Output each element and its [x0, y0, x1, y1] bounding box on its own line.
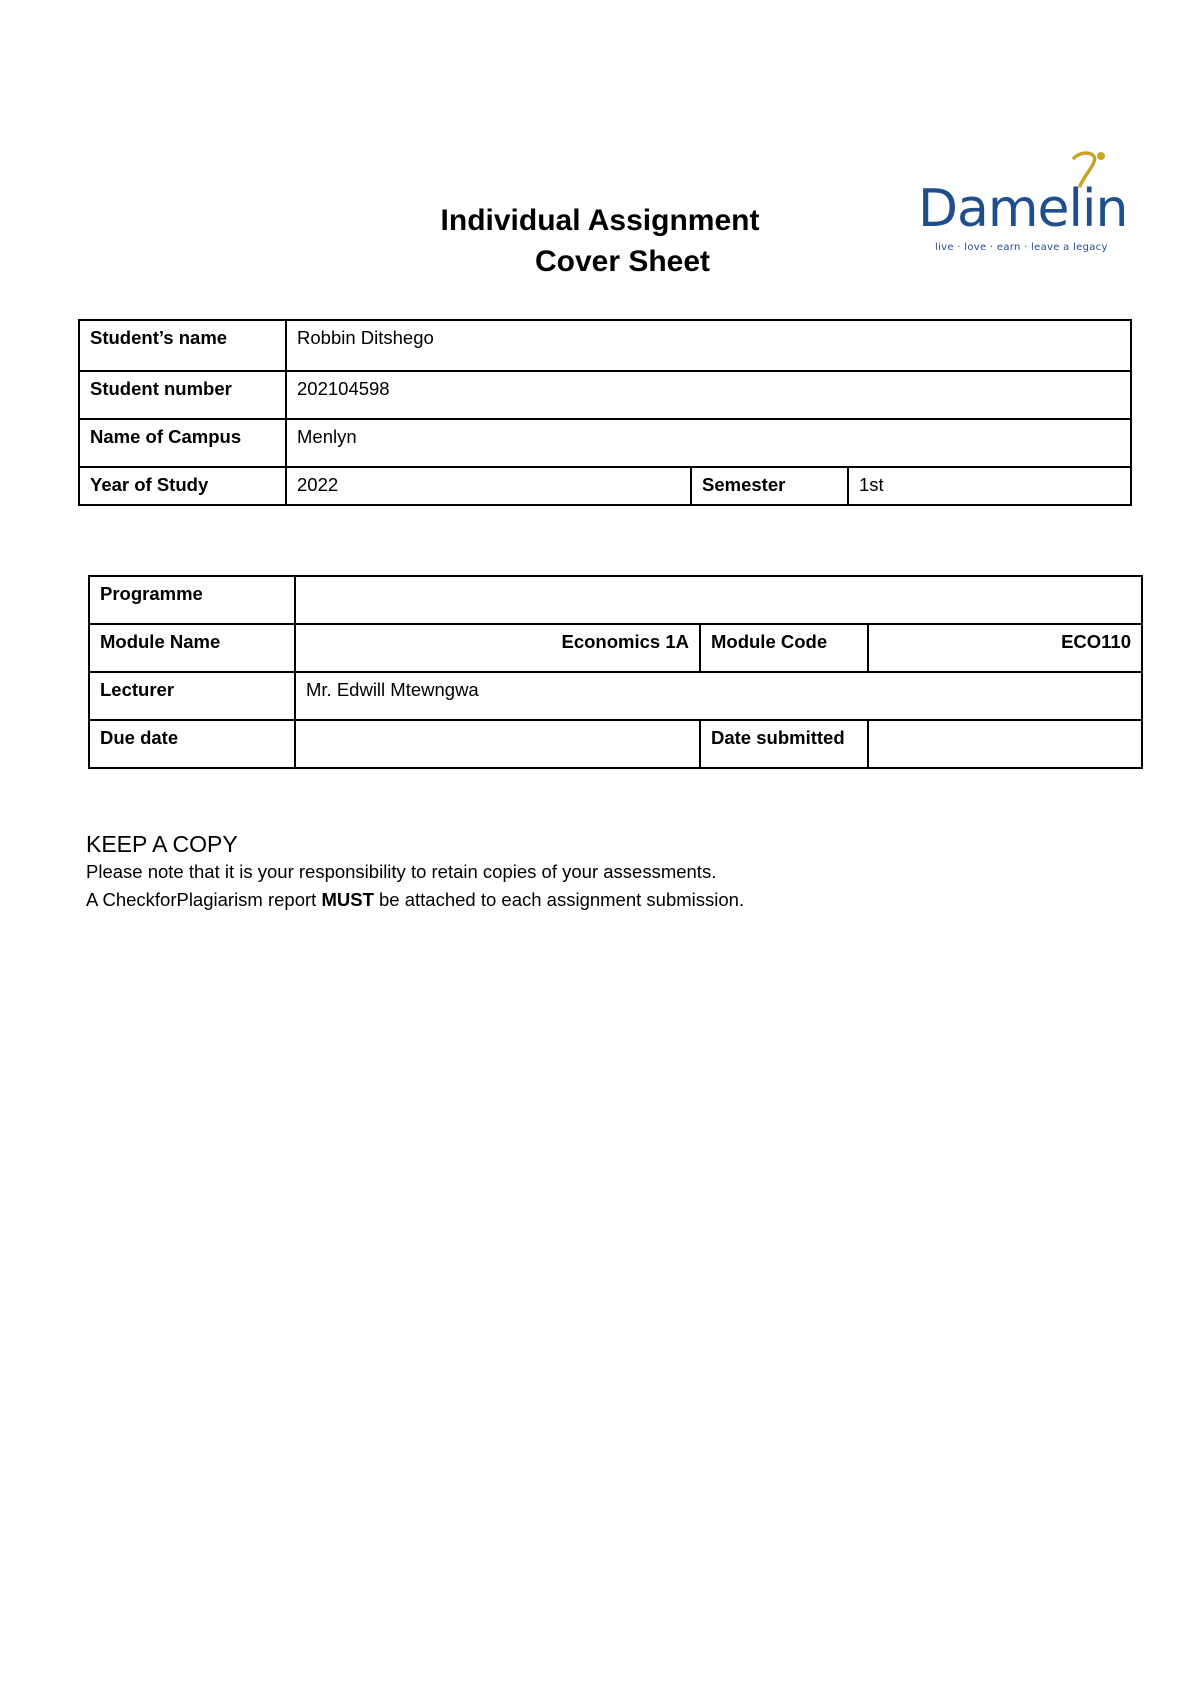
student-name-value: Robbin Ditshego — [286, 320, 1131, 371]
logo-tagline: live · love · earn · leave a legacy — [935, 242, 1108, 253]
date-submitted-label: Date submitted — [700, 720, 868, 768]
table-row — [79, 371, 1131, 419]
student-number-value: 202104598 — [286, 371, 1131, 419]
campus-label: Name of Campus — [79, 419, 286, 467]
student-name-label: Student’s name — [79, 320, 286, 371]
module-code-value: ECO110 — [868, 624, 1142, 672]
page-title — [380, 200, 820, 282]
table-row — [79, 467, 1131, 505]
logo-wordmark: Damelin — [918, 179, 1128, 239]
programme-value — [295, 576, 1142, 624]
programme-label: Programme — [89, 576, 295, 624]
module-name-value: Economics 1A — [295, 624, 700, 672]
title-line-1: Individual Assignment — [440, 204, 760, 237]
notice-line-2-emphasis: MUST — [321, 889, 374, 910]
student-number-label: Student number — [79, 371, 286, 419]
campus-value: Menlyn — [286, 419, 1131, 467]
date-submitted-value — [868, 720, 1142, 768]
table-row — [89, 624, 1142, 672]
notice-heading: KEEP A COPY — [86, 831, 238, 857]
semester-value: 1st — [848, 467, 1131, 505]
table-row — [79, 419, 1131, 467]
table-row — [89, 672, 1142, 720]
damelin-logo — [918, 150, 1133, 262]
table-row — [89, 576, 1142, 624]
keep-a-copy-notice — [86, 830, 744, 914]
notice-line-2 — [86, 886, 744, 914]
title-line-2: Cover Sheet — [534, 245, 711, 278]
notice-line-2-start: A CheckforPlagiarism report — [86, 889, 322, 910]
notice-line-1: Please note that it is your responsibility to retain copies of your assessments. — [86, 861, 717, 882]
due-date-label: Due date — [89, 720, 295, 768]
lecturer-label: Lecturer — [89, 672, 295, 720]
module-code-label: Module Code — [700, 624, 868, 672]
table-row — [79, 320, 1131, 371]
table-row — [89, 720, 1142, 768]
module-name-label: Module Name — [89, 624, 295, 672]
student-details-table — [78, 319, 1132, 506]
module-details-table — [88, 575, 1143, 769]
semester-label: Semester — [691, 467, 848, 505]
lecturer-value: Mr. Edwill Mtewngwa — [295, 672, 1142, 720]
year-of-study-value: 2022 — [286, 467, 691, 505]
year-of-study-label: Year of Study — [79, 467, 286, 505]
notice-line-2-end: be attached to each assignment submission. — [373, 889, 745, 910]
due-date-value — [295, 720, 700, 768]
